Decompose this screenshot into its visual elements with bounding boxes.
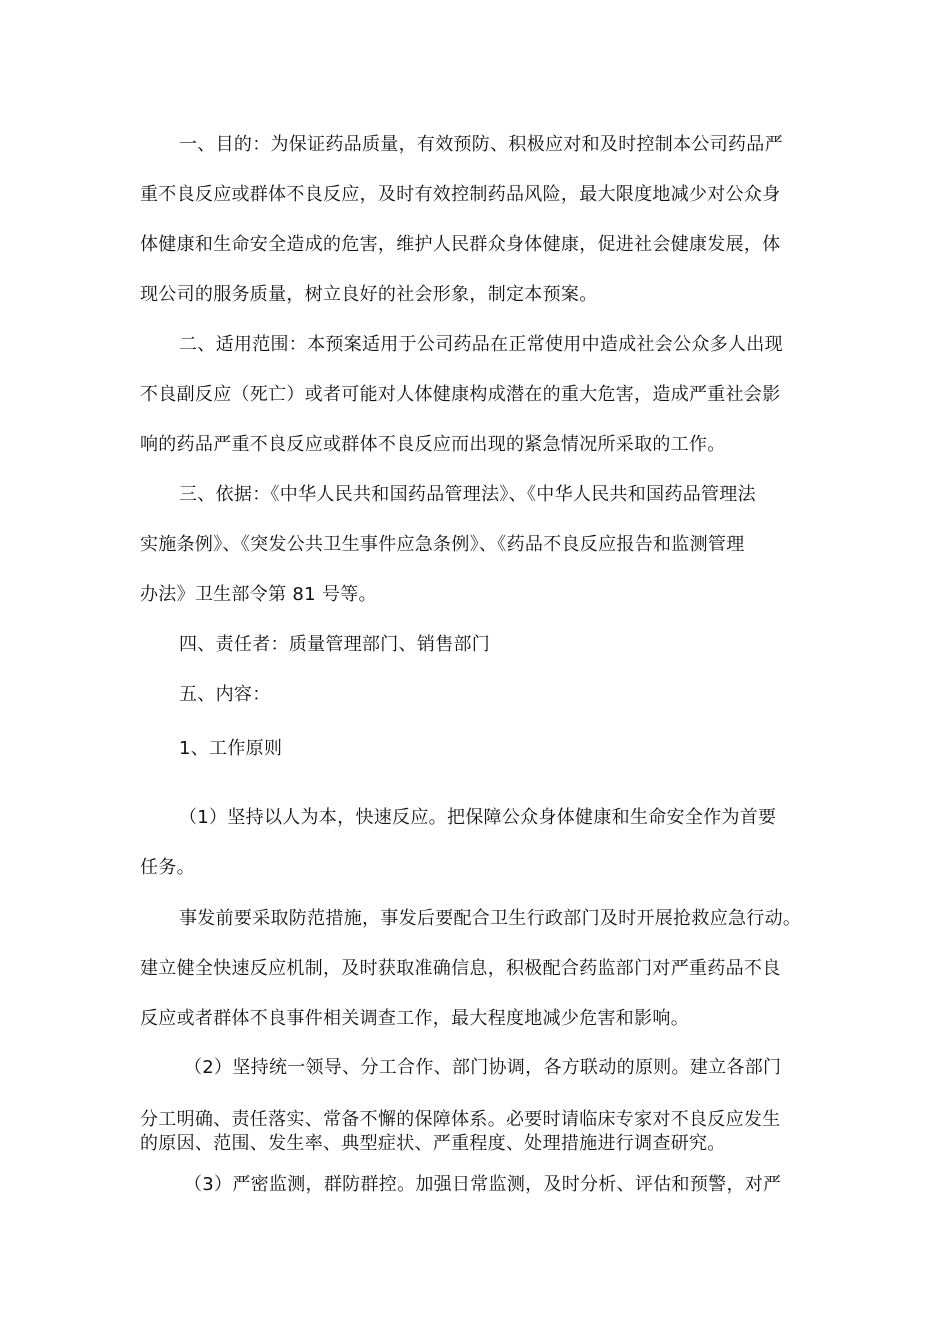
paragraph-line: 事发前要采取防范措施，事发后要配合卫生行政部门及时开展抢救应急行动。 — [179, 908, 802, 929]
paragraph-line: 三、依据：《中华人民共和国药品管理法》、《中华人民共和国药品管理法 — [179, 484, 756, 505]
paragraph-line: 重不良反应或群体不良反应，及时有效控制药品风险，最大限度地减少对公众身 — [140, 184, 781, 205]
paragraph-line: 一、目的：为保证药品质量，有效预防、积极应对和及时控制本公司药品严 — [179, 134, 783, 155]
paragraph-line: （1）坚持以人为本，快速反应。把保障公众身体健康和生命安全作为首要 — [179, 807, 777, 828]
paragraph-line: 任务。 — [140, 857, 195, 878]
paragraph-line: 实施条例》、《突发公共卫生事件应急条例》、《药品不良反应报告和监测管理 — [140, 534, 745, 555]
subsection-heading: 1、工作原则 — [179, 738, 283, 759]
paragraph-line: （3）严密监测，群防群控。加强日常监测，及时分析、评估和预警，对严 — [184, 1174, 782, 1195]
paragraph-line: 办法》卫生部令第 81 号等。 — [140, 584, 377, 605]
paragraph-line: 响的药品严重不良反应或群体不良反应而出现的紧急情况所采取的工作。 — [140, 434, 726, 455]
section-heading: 四、责任者：质量管理部门、销售部门 — [179, 634, 491, 655]
section-heading: 五、内容： — [179, 684, 271, 705]
paragraph-line: 二、适用范围：本预案适用于公司药品在正常使用中造成社会公众多人出现 — [179, 334, 783, 355]
paragraph-line: 反应或者群体不良事件相关调查工作，最大程度地减少危害和影响。 — [140, 1008, 689, 1029]
paragraph-line: （2）坚持统一领导、分工合作、部门协调，各方联动的原则。建立各部门 — [184, 1057, 782, 1078]
paragraph-line: 分工明确、责任落实、常备不懈的保障体系。必要时请临床专家对不良反应发生 — [140, 1109, 781, 1130]
paragraph-line: 现公司的服务质量，树立良好的社会形象，制定本预案。 — [140, 284, 598, 305]
paragraph-line: 的原因、范围、发生率、典型症状、严重程度、处理措施进行调查研究。 — [140, 1133, 726, 1154]
paragraph-line: 建立健全快速反应机制，及时获取准确信息，积极配合药监部门对严重药品不良 — [140, 958, 781, 979]
paragraph-line: 不良副反应（死亡）或者可能对人体健康构成潜在的重大危害，造成严重社会影 — [140, 384, 781, 405]
paragraph-line: 体健康和生命安全造成的危害，维护人民群众身体健康，促进社会健康发展，体 — [140, 234, 781, 255]
